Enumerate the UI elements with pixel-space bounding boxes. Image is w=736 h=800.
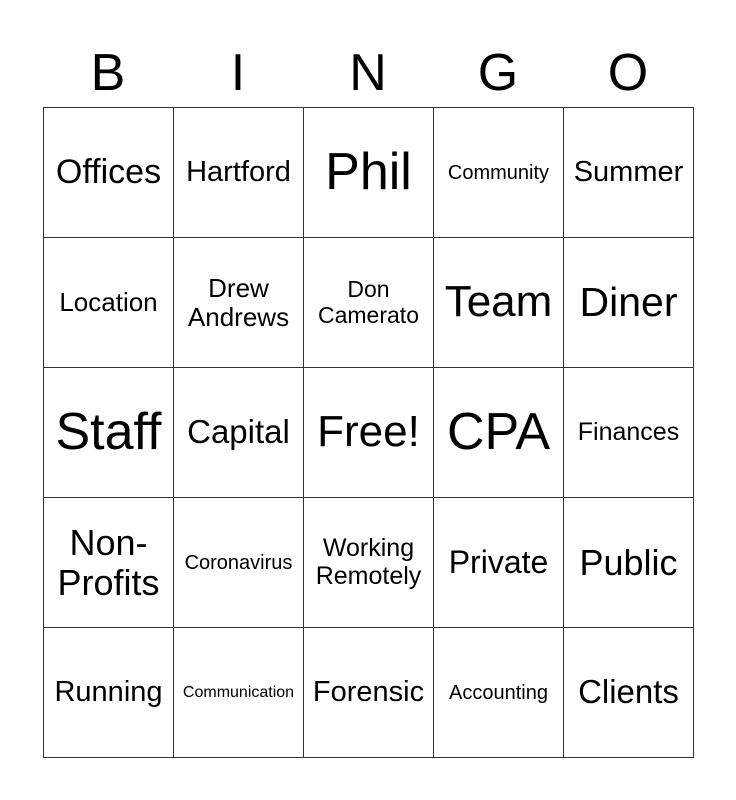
bingo-cell[interactable]: Offices bbox=[44, 108, 174, 238]
bingo-cell[interactable]: Location bbox=[44, 238, 174, 368]
header-letter-g: G bbox=[477, 44, 519, 102]
bingo-header bbox=[43, 40, 693, 106]
bingo-cell[interactable]: Running bbox=[44, 628, 174, 758]
bingo-cell[interactable]: Free! bbox=[304, 368, 434, 498]
bingo-cell[interactable]: Communication bbox=[174, 628, 304, 758]
bingo-board bbox=[43, 107, 694, 758]
bingo-cell[interactable]: Forensic bbox=[304, 628, 434, 758]
bingo-cell[interactable]: Capital bbox=[174, 368, 304, 498]
header-letter-i: I bbox=[230, 44, 246, 102]
header-letter-b: B bbox=[90, 44, 126, 102]
bingo-cell[interactable]: Public bbox=[564, 498, 694, 628]
bingo-cell[interactable]: Team bbox=[434, 238, 564, 368]
bingo-cell[interactable]: Coronavirus bbox=[174, 498, 304, 628]
bingo-cell[interactable]: Accounting bbox=[434, 628, 564, 758]
bingo-cell[interactable]: CPA bbox=[434, 368, 564, 498]
header-letter-o: O bbox=[607, 44, 649, 102]
bingo-cell[interactable]: Drew Andrews bbox=[174, 238, 304, 368]
bingo-cell[interactable]: Hartford bbox=[174, 108, 304, 238]
bingo-cell[interactable]: Clients bbox=[564, 628, 694, 758]
bingo-cell[interactable]: Summer bbox=[564, 108, 694, 238]
bingo-cell[interactable]: Phil bbox=[304, 108, 434, 238]
header-letter-n: N bbox=[349, 44, 387, 102]
bingo-cell[interactable]: Staff bbox=[44, 368, 174, 498]
bingo-cell[interactable]: Don Camerato bbox=[304, 238, 434, 368]
bingo-cell[interactable]: Working Remotely bbox=[304, 498, 434, 628]
bingo-cell[interactable]: Non- Profits bbox=[44, 498, 174, 628]
bingo-cell[interactable]: Community bbox=[434, 108, 564, 238]
bingo-cell[interactable]: Diner bbox=[564, 238, 694, 368]
bingo-cell[interactable]: Private bbox=[434, 498, 564, 628]
bingo-cell[interactable]: Finances bbox=[564, 368, 694, 498]
